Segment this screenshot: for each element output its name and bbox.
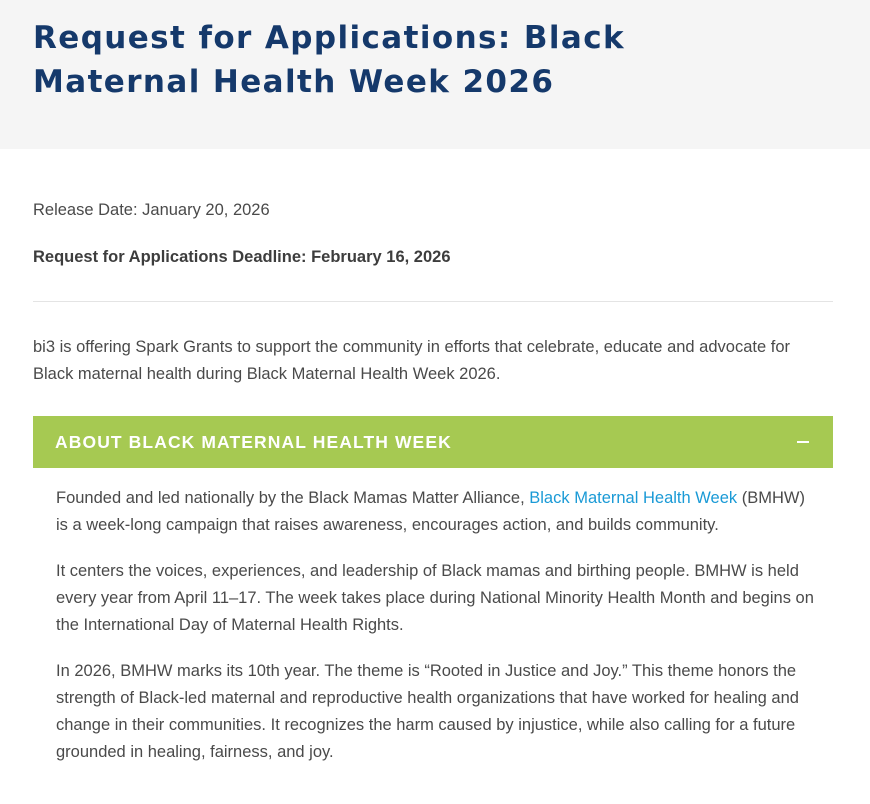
application-deadline: Request for Applications Deadline: February 16, 2026 <box>33 248 451 266</box>
release-date: Release Date: January 20, 2026 <box>33 201 270 219</box>
intro-paragraph: bi3 is offering Spark Grants to support the community in efforts that celebrate, educate and advocate for Black maternal health during Black Maternal Health Week 2026. <box>33 338 790 383</box>
minus-icon-bar <box>797 441 809 443</box>
accordion-header-about-bmhw[interactable] <box>33 416 833 468</box>
minus-icon[interactable] <box>791 430 815 454</box>
accordion-paragraph-1 <box>56 485 816 539</box>
page-title: Request for Applications: Black Maternal Health Week 2026 <box>33 20 626 100</box>
paragraph-1-before-link: Founded and led nationally by the Black Mamas Matter Alliance, <box>56 489 530 507</box>
accordion-paragraph-2: It centers the voices, experiences, and leadership of Black mamas and birthing people. BMHW is held every year from April 11–17. The week takes place during National Minority Health Month and begins on the International Day of Maternal Health Rights. <box>56 562 814 634</box>
accordion-body <box>56 485 816 785</box>
divider <box>33 301 833 302</box>
paragraph-1-after-link: (BMHW) is a week-long campaign that raises awareness, encourages action, and builds community. <box>56 489 805 534</box>
bmhw-link[interactable]: Black Maternal Health Week <box>529 489 738 507</box>
accordion-title: ABOUT BLACK MATERNAL HEALTH WEEK <box>55 432 452 452</box>
page-header <box>0 0 870 149</box>
accordion-paragraph-3: In 2026, BMHW marks its 10th year. The theme is “Rooted in Justice and Joy.” This theme honors the strength of Black-led maternal and reproductive health organizations that have worked for healing and change in their communities. It recognizes the harm caused by injustice, while also calling for a future grounded in healing, fairness, and joy. <box>56 662 799 761</box>
